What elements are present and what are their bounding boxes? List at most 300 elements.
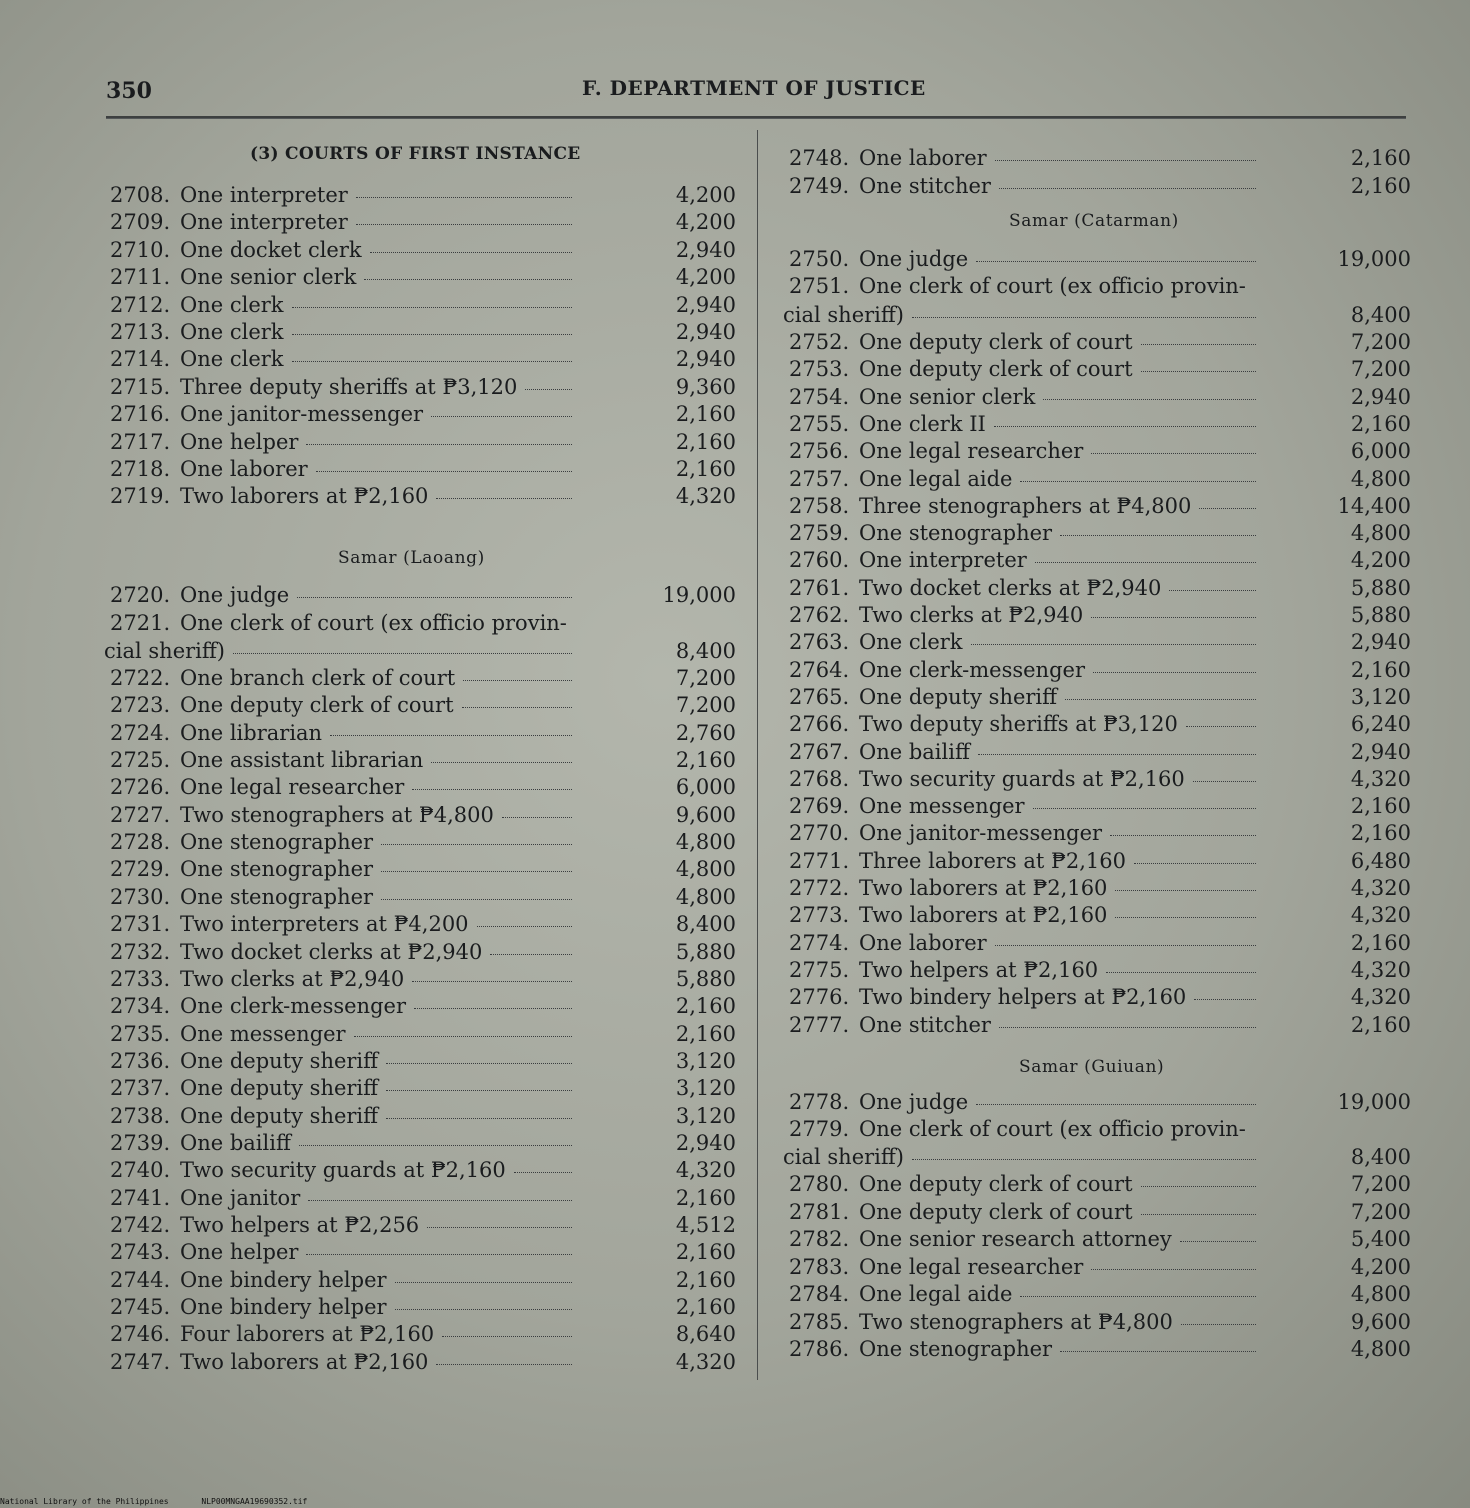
item-number: 2760. [789,548,850,573]
item-description: Three deputy sheriffs at ₱3,120 [180,374,518,399]
item-description: Two laborers at ₱2,160 [180,1349,429,1374]
item-amount: 5,880 [1350,603,1411,627]
item-number: 2774. [789,930,850,955]
item-description: One stenographer [180,884,374,909]
leader-dots [414,1008,572,1009]
leader-dots [395,1282,572,1283]
item-description-continued: cial sheriff) [783,1145,904,1169]
line-item-2750 [783,246,1411,272]
item-number: 2710. [110,237,171,262]
line-item [783,684,1411,710]
item-amount: 4,200 [675,210,736,235]
item-number: 2709. [110,210,171,235]
item-number: 2786. [789,1337,850,1361]
item-description: One deputy sheriff [180,1048,379,1073]
line-item [104,1267,736,1293]
item-amount: 4,800 [1350,1337,1411,1361]
item-description: One bindery helper [180,1295,387,1320]
item-number: 2762. [789,603,850,627]
item-description: One janitor-messenger [859,821,1103,846]
item-amount: 8,400 [1350,1145,1411,1169]
item-amount: 2,940 [675,237,736,262]
item-number: 2722. [110,666,171,690]
item-number: 2758. [789,493,850,518]
item-description: One helper [180,429,299,454]
leader-dots [994,426,1256,427]
line-item [104,993,736,1019]
line-item [104,1212,736,1238]
item-number: 2715. [110,374,171,399]
item-number: 2764. [789,657,850,682]
item-description: One legal researcher [859,1254,1084,1279]
leader-dots [502,817,572,818]
leader-dots [306,444,572,445]
item-description: One bailiff [859,739,970,764]
line-item [104,856,736,882]
line-item [104,292,736,318]
leader-dots [999,1027,1256,1028]
item-amount: 2,160 [1350,174,1411,198]
leader-dots [976,1104,1256,1105]
leader-dots [427,1227,572,1228]
leader-dots [1060,1351,1256,1352]
item-number: 2742. [110,1213,171,1237]
item-number: 2781. [789,1199,850,1224]
item-description-continued: cial sheriff) [783,303,904,327]
item-amount: 2,160 [675,402,736,427]
item-amount: 5,880 [675,966,736,991]
leader-dots [364,279,572,280]
line-item [104,720,736,746]
leader-dots [306,1254,572,1255]
leader-dots [308,1200,572,1201]
item-amount: 2,160 [1350,1012,1411,1037]
item-amount: 3,120 [675,1103,736,1128]
item-number: 2780. [789,1172,850,1196]
item-number: 2765. [789,684,850,709]
item-amount: 4,800 [1350,1282,1411,1306]
item-amount: 2,940 [1350,384,1411,409]
item-description: One stenographer [859,521,1053,546]
leader-dots [431,416,572,417]
file-name: NLP00MNGAA19690352.tif [201,1497,308,1506]
item-number: 2759. [789,521,850,546]
item-description: Three stenographers at ₱4,800 [859,493,1192,518]
item-number: 2775. [789,957,850,982]
leader-dots [442,1336,572,1337]
leader-dots [292,334,572,335]
item-number: 2773. [789,903,850,928]
item-description: One senior clerk [859,384,1036,409]
line-item [783,1012,1411,1038]
line-item [783,930,1411,956]
item-amount: 4,320 [1350,903,1411,928]
item-description: One deputy sheriff [180,1103,379,1128]
leader-dots [1043,399,1256,400]
subsection-title-catarman: Samar (Catarman) [1009,211,1179,231]
line-item [104,1103,736,1129]
item-amount: 19,000 [1337,1090,1411,1114]
item-description: One interpreter [180,183,348,207]
item-amount: 19,000 [662,583,736,607]
item-description: One messenger [180,1021,346,1046]
leader-dots [971,644,1256,645]
item-amount: 14,400 [1337,493,1411,518]
page-number: 350 [106,78,152,104]
item-amount: 3,120 [675,1076,736,1101]
item-description: One clerk [859,630,963,655]
line-item [104,911,736,937]
item-number: 2734. [110,994,171,1019]
line-item [104,829,736,855]
item-description: Four laborers at ₱2,160 [180,1322,435,1347]
item-description: Two laborers at ₱2,160 [859,903,1108,928]
item-amount: 7,200 [1350,357,1411,382]
line-item [783,466,1411,492]
line-item [104,747,736,773]
item-amount: 4,800 [675,884,736,909]
item-number: 2756. [789,439,850,464]
line-item-2751-continued [783,302,1411,328]
item-number: 2743. [110,1240,171,1265]
item-number: 2714. [110,347,171,372]
item-description: One legal researcher [859,439,1084,464]
item-amount: 2,160 [675,1240,736,1265]
line-item [783,984,1411,1010]
item-number: 2776. [789,985,850,1010]
item-amount: 8,400 [1350,303,1411,327]
line-item [783,384,1411,410]
line-item [104,209,736,235]
item-description: Two stenographers at ₱4,800 [859,1309,1173,1334]
item-description: One senior clerk [180,265,357,290]
leader-dots [1141,1186,1256,1187]
leader-dots [381,844,572,845]
item-description: One librarian [180,720,323,745]
item-amount: 4,320 [1350,985,1411,1010]
line-item [783,629,1411,655]
item-amount: 2,160 [1350,657,1411,682]
item-description: One legal researcher [180,775,405,800]
item-description: One assistant librarian [180,748,424,773]
line-item [104,237,736,263]
item-number: 2747. [110,1349,171,1374]
leader-dots [354,1036,572,1037]
leader-dots [995,945,1256,946]
leader-dots [1091,617,1256,618]
item-number: 2750. [789,247,850,271]
item-number: 2770. [789,821,850,846]
line-item [783,1199,1411,1225]
leader-dots [912,317,1256,318]
line-item [783,575,1411,601]
item-amount: 4,800 [675,830,736,855]
line-item [783,411,1411,437]
leader-dots [233,653,572,654]
item-description: Two bindery helpers at ₱2,160 [859,985,1187,1010]
item-number: 2736. [110,1048,171,1073]
item-amount: 2,940 [675,292,736,317]
line-item [104,939,736,965]
leader-dots [381,899,572,900]
line-item [783,739,1411,765]
leader-dots [1141,371,1256,372]
item-number: 2766. [789,712,850,737]
leader-dots [431,762,572,763]
leader-dots [1091,453,1256,454]
line-item [783,1171,1411,1197]
line-item [104,1130,736,1156]
leader-dots [1115,917,1256,918]
item-amount: 4,800 [1350,466,1411,491]
item-description: One bindery helper [180,1267,387,1292]
leader-dots [525,389,572,390]
item-description: One clerk of court (ex officio provin- [859,274,1246,298]
item-description-continued: cial sheriff) [104,639,225,663]
item-number: 2718. [110,457,171,481]
leader-dots [1199,508,1256,509]
item-number: 2737. [110,1076,171,1101]
item-number: 2754. [789,384,850,409]
item-amount: 2,160 [675,457,736,481]
line-item [104,1321,736,1347]
item-description: One deputy sheriff [859,684,1058,709]
library-credit: National Library of the Philippines [0,1497,169,1506]
leader-dots [386,1118,572,1119]
item-description: One clerk [180,320,284,344]
line-item [783,875,1411,901]
leader-dots [1193,781,1256,782]
item-number: 2717. [110,429,171,454]
leader-dots [462,707,572,708]
leader-dots [412,789,572,790]
item-description: Two interpreters at ₱4,200 [180,912,469,937]
item-number: 2784. [789,1282,850,1306]
leader-dots [976,261,1256,262]
leader-dots [356,197,572,198]
item-amount: 4,200 [1350,1254,1411,1279]
item-amount: 4,320 [1350,876,1411,900]
item-amount: 4,320 [675,1349,736,1374]
item-number: 2723. [110,693,171,718]
item-amount: 2,160 [675,1185,736,1210]
leader-dots [1020,1296,1256,1297]
item-amount: 6,000 [675,775,736,800]
item-number: 2752. [789,330,850,354]
item-number: 2730. [110,884,171,909]
section-title: (3) COURTS OF FIRST INSTANCE [250,144,581,164]
item-number: 2725. [110,748,171,773]
item-amount: 4,800 [1350,521,1411,546]
leader-dots [386,1063,572,1064]
item-number: 2716. [110,402,171,427]
item-description: One clerk-messenger [859,657,1085,682]
item-description: One bailiff [180,1130,291,1155]
item-number: 2778. [789,1090,850,1114]
item-description: Two helpers at ₱2,256 [180,1213,420,1237]
leader-dots [1194,999,1256,1000]
leader-dots [297,597,572,598]
item-amount: 2,940 [1350,630,1411,655]
leader-dots [463,680,572,681]
item-description: One stenographer [180,857,374,882]
column-divider [757,130,758,1380]
line-item [783,657,1411,683]
leader-dots [999,188,1256,189]
item-description: Two security guards at ₱2,160 [180,1158,506,1183]
item-number: 2719. [110,484,171,509]
leader-dots [1181,1324,1256,1325]
item-description: One interpreter [180,210,348,235]
line-item-2751 [783,273,1411,299]
leader-dots [381,871,572,872]
leader-dots [292,307,572,308]
line-item [783,711,1411,737]
item-amount: 2,160 [675,1021,736,1046]
leader-dots [1134,863,1256,864]
line-item [104,182,736,208]
leader-dots [1035,562,1256,563]
item-amount: 6,000 [1350,439,1411,464]
leader-dots [477,926,572,927]
line-item [104,346,736,372]
leader-dots [514,1172,572,1173]
item-description: One judge [859,247,969,271]
item-amount: 4,800 [675,857,736,882]
item-description: Two helpers at ₱2,160 [859,957,1099,982]
leader-dots [412,981,572,982]
item-amount: 4,320 [675,1158,736,1183]
line-item [104,692,736,718]
item-number: 2713. [110,320,171,344]
item-amount: 9,600 [1350,1309,1411,1334]
page-title: F. DEPARTMENT OF JUSTICE [582,76,926,100]
item-description: One messenger [859,794,1025,819]
line-item [104,319,736,345]
line-item [104,264,736,290]
item-description: One helper [180,1240,299,1265]
line-item [783,848,1411,874]
item-description: One stenographer [180,830,374,855]
item-amount: 4,320 [1350,957,1411,982]
line-item [104,1048,736,1074]
item-amount: 2,160 [675,748,736,773]
item-description: One senior research attorney [859,1227,1172,1251]
line-item [104,1021,736,1047]
line-item [104,1294,736,1320]
item-amount: 9,600 [675,802,736,827]
line-item [783,356,1411,382]
item-number: 2777. [789,1012,850,1037]
subsection-title-laoang: Samar (Laoang) [338,548,485,568]
item-description: One laborer [180,457,308,481]
item-number: 2751. [789,274,850,298]
item-amount: 4,512 [675,1213,736,1237]
item-number: 2731. [110,912,171,937]
item-description: Two deputy sheriffs at ₱3,120 [859,712,1178,737]
item-description: One deputy sheriff [180,1076,379,1101]
item-number: 2763. [789,630,850,655]
item-amount: 3,120 [675,1048,736,1073]
item-amount: 2,160 [675,1267,736,1292]
item-description: One deputy clerk of court [859,357,1133,382]
item-description: One laborer [859,146,987,170]
item-number: 2779. [789,1117,850,1141]
leader-dots [356,224,572,225]
item-number: 2746. [110,1322,171,1347]
line-item [104,774,736,800]
leader-dots [436,1364,572,1365]
leader-dots [1033,808,1256,809]
item-amount: 5,880 [675,939,736,964]
item-description: One legal aide [859,1282,1013,1306]
item-description: One clerk II [859,411,986,436]
item-description: Two clerks at ₱2,940 [859,603,1084,627]
item-description: One judge [859,1090,969,1114]
item-amount: 2,940 [1350,739,1411,764]
item-amount: 7,200 [1350,1172,1411,1196]
item-number: 2769. [789,794,850,819]
line-item [104,1185,736,1211]
item-number: 2732. [110,939,171,964]
item-number: 2783. [789,1254,850,1279]
leader-dots [1093,672,1256,673]
leader-dots [292,361,572,362]
leader-dots [370,252,572,253]
leader-dots [330,735,572,736]
line-item [104,1239,736,1265]
leader-dots [1060,535,1256,536]
item-number: 2711. [110,265,171,290]
line-item [783,1309,1411,1335]
item-amount: 8,640 [675,1322,736,1347]
item-description: Two docket clerks at ₱2,940 [859,575,1162,600]
item-amount: 7,200 [675,666,736,690]
item-number: 2727. [110,802,171,827]
line-item-2721 [104,610,736,636]
line-item [783,1336,1411,1362]
item-amount: 5,400 [1350,1227,1411,1251]
leader-dots [995,160,1256,161]
item-amount: 9,360 [675,374,736,399]
leader-dots [1091,1269,1256,1270]
line-item [783,957,1411,983]
item-amount: 2,160 [1350,411,1411,436]
line-item [783,438,1411,464]
line-item [104,802,736,828]
line-item [104,429,736,455]
page-header [0,74,1470,104]
item-description: One clerk of court (ex officio provin- [859,1117,1246,1141]
item-description: One clerk of court (ex officio provin- [180,611,567,635]
line-item [104,483,736,509]
item-description: Two docket clerks at ₱2,940 [180,939,483,964]
item-amount: 2,160 [675,994,736,1019]
item-amount: 2,160 [1350,146,1411,170]
item-description: One deputy clerk of court [859,330,1133,354]
item-number: 2744. [110,1267,171,1292]
item-number: 2720. [110,583,171,607]
item-description: One clerk [180,292,284,317]
item-amount: 4,320 [1350,766,1411,791]
line-item [104,1075,736,1101]
line-item [783,520,1411,546]
leader-dots [1020,481,1256,482]
item-description: One deputy clerk of court [859,1199,1133,1224]
line-item [104,1157,736,1183]
item-number: 2782. [789,1227,850,1251]
line-item [783,145,1411,171]
